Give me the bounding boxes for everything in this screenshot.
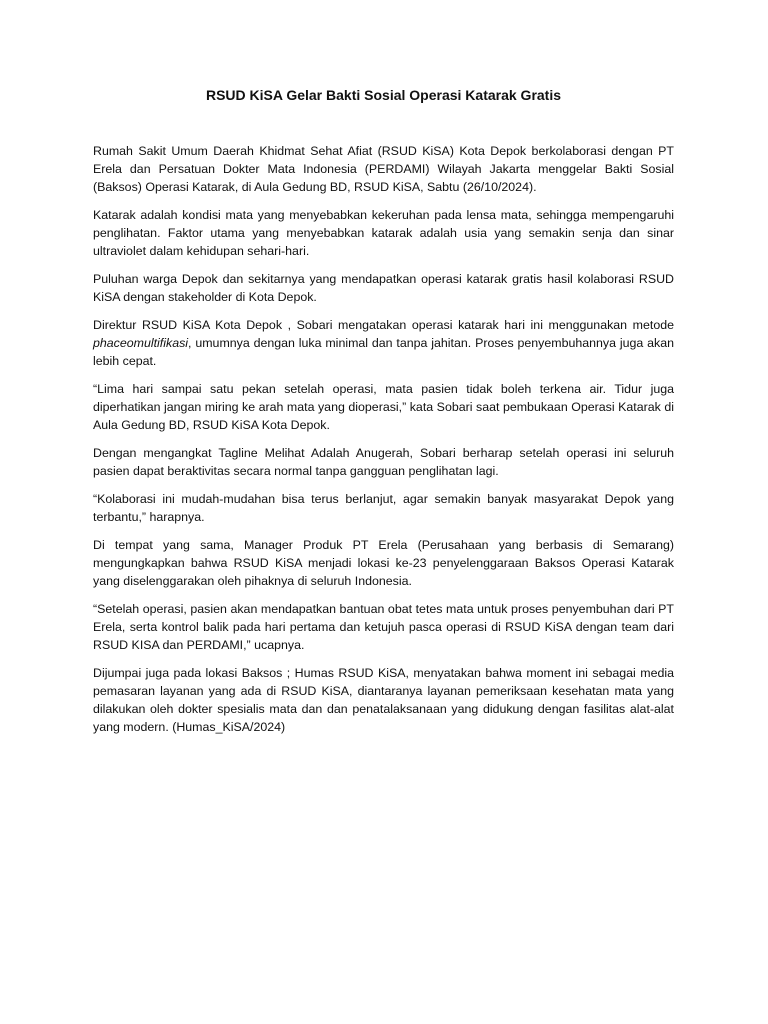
paragraph-4-text-before: Direktur RSUD KiSA Kota Depok , Sobari mengatakan operasi katarak hari ini menggunakan metode	[93, 318, 674, 332]
article-title: RSUD KiSA Gelar Bakti Sosial Operasi Katarak Gratis	[205, 87, 562, 103]
paragraph-5: “Lima hari sampai satu pekan setelah operasi, mata pasien tidak boleh terkena air. Tidur juga diperhatikan jangan miring ke arah mata yang dioperasi,” kata Sobari saat pembukaan Operasi Katarak di Aula Gedung BD, RSUD KiSA Kota Depok.	[93, 382, 674, 432]
paragraph-7: “Kolaborasi ini mudah-mudahan bisa terus berlanjut, agar semakin banyak masyarakat Depok yang terbantu,” harapnya.	[93, 492, 674, 524]
paragraph-8: Di tempat yang sama, Manager Produk PT Erela (Perusahaan yang berbasis di Semarang) mengungkapkan bahwa RSUD KiSA menjadi lokasi ke-23 penyelenggaraan Baksos Operasi Katarak yang diselenggarakan oleh pihaknya di seluruh Indonesia.	[93, 538, 674, 588]
paragraph-6: Dengan mengangkat Tagline Melihat Adalah Anugerah, Sobari berharap setelah operasi ini seluruh pasien dapat beraktivitas secara normal tanpa gangguan penglihatan lagi.	[93, 446, 674, 478]
paragraph-4	[93, 316, 674, 370]
paragraph-2: Katarak adalah kondisi mata yang menyebabkan kekeruhan pada lensa mata, sehingga mempengaruhi penglihatan. Faktor utama yang menyebabkan katarak adalah usia yang semakin senja dan sinar ultraviolet dalam kehidupan sehari-hari.	[93, 208, 674, 258]
paragraph-10: Dijumpai juga pada lokasi Baksos ; Humas RSUD KiSA, menyatakan bahwa moment ini sebagai media pemasaran layanan yang ada di RSUD KiSA, diantaranya layanan pemeriksaan kesehatan mata yang dilakukan oleh dokter spesialis mata dan dan penatalaksanaan yang didukung dengan fasilitas alat-alat yang modern. (Humas_KiSA/2024)	[93, 666, 674, 734]
paragraph-3: Puluhan warga Depok dan sekitarnya yang mendapatkan operasi katarak gratis hasil kolaborasi RSUD KiSA dengan stakeholder di Kota Depok.	[93, 272, 674, 304]
paragraph-1: Rumah Sakit Umum Daerah Khidmat Sehat Afiat (RSUD KiSA) Kota Depok berkolaborasi dengan PT Erela dan Persatuan Dokter Mata Indonesia (PERDAMI) Wilayah Jakarta menggelar Bakti Sosial (Baksos) Operasi Katarak, di Aula Gedung BD, RSUD KiSA, Sabtu (26/10/2024).	[93, 144, 674, 194]
paragraph-4-text-after: , umumnya dengan luka minimal dan tanpa jahitan. Proses penyembuhannya juga akan lebih cepat.	[93, 336, 674, 368]
paragraph-4-italic-term: phaceomultifikasi	[93, 336, 189, 350]
paragraph-9: “Setelah operasi, pasien akan mendapatkan bantuan obat tetes mata untuk proses penyembuhan dari PT Erela, serta kontrol balik pada hari pertama dan ketujuh pasca operasi di RSUD KiSA dengan team dari RSUD KISA dan PERDAMI,” ucapnya.	[93, 602, 674, 652]
